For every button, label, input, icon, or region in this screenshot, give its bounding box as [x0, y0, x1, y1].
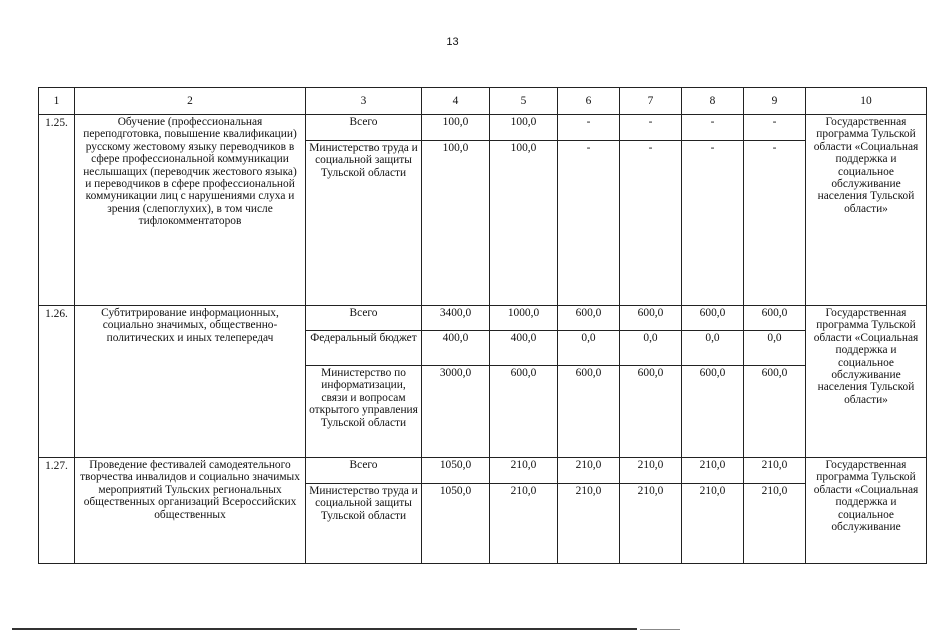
value-cell: 210,0	[558, 484, 620, 564]
funding-source: Министерство по информатизации, связи и вопросам открытого управления Тульской области	[306, 366, 422, 458]
funding-source: Всего	[306, 115, 422, 141]
column-header: 4	[422, 88, 490, 115]
row-number: 1.25.	[39, 115, 75, 306]
value-cell: 600,0	[744, 366, 806, 458]
column-header: 9	[744, 88, 806, 115]
value-cell: 210,0	[620, 458, 682, 484]
footer-rule	[12, 628, 637, 630]
value-cell: -	[744, 141, 806, 306]
value-cell: -	[620, 115, 682, 141]
column-header: 5	[490, 88, 558, 115]
value-cell: 100,0	[422, 141, 490, 306]
value-cell: 600,0	[682, 306, 744, 331]
value-cell: 210,0	[620, 484, 682, 564]
value-cell: 100,0	[490, 115, 558, 141]
funding-source: Министерство труда и социальной защиты Тульской области	[306, 141, 422, 306]
value-cell: -	[744, 115, 806, 141]
measure-description: Субтитрирование информационных, социально значимых, общественно-политических и иных телепередач	[75, 306, 306, 458]
value-cell: 210,0	[744, 484, 806, 564]
funding-source: Федеральный бюджет	[306, 331, 422, 366]
value-cell: 600,0	[620, 366, 682, 458]
value-cell: 0,0	[744, 331, 806, 366]
measure-description: Обучение (профессиональная переподготовка, повышение квалификации) русскому жестовому языку переводчиков в сфере профессиональной коммуникации неслышащих (переводчик жестового языка) и переводчиков в сфере профессиональной коммуникации лиц с нарушениями слуха и зрения (слепоглухих), в том числе тифлокомментаторов	[75, 115, 306, 306]
column-header: 3	[306, 88, 422, 115]
value-cell: 0,0	[558, 331, 620, 366]
value-cell: -	[682, 141, 744, 306]
column-header: 8	[682, 88, 744, 115]
column-header: 2	[75, 88, 306, 115]
value-cell: 0,0	[620, 331, 682, 366]
funding-source: Всего	[306, 306, 422, 331]
table-row	[39, 458, 927, 484]
value-cell: 400,0	[422, 331, 490, 366]
state-program: Государственная программа Тульской области «Социальная поддержка и социальное обслуживание населения Тульской области»	[806, 115, 927, 306]
state-program: Государственная программа Тульской области «Социальная поддержка и социальное обслуживание населения Тульской области»	[806, 306, 927, 458]
financing-table	[38, 87, 927, 564]
table-row	[39, 115, 927, 141]
value-cell: 1050,0	[422, 458, 490, 484]
row-number: 1.26.	[39, 306, 75, 458]
value-cell: 0,0	[682, 331, 744, 366]
value-cell: 600,0	[558, 306, 620, 331]
value-cell: 600,0	[744, 306, 806, 331]
row-number: 1.27.	[39, 458, 75, 564]
footer-rule-fragment	[640, 629, 680, 630]
value-cell: 210,0	[490, 484, 558, 564]
value-cell: 3000,0	[422, 366, 490, 458]
value-cell: 210,0	[682, 458, 744, 484]
column-header: 10	[806, 88, 927, 115]
page-number: 13	[446, 36, 459, 48]
value-cell: 400,0	[490, 331, 558, 366]
value-cell: 600,0	[490, 366, 558, 458]
value-cell: 600,0	[682, 366, 744, 458]
column-header: 6	[558, 88, 620, 115]
value-cell: 210,0	[744, 458, 806, 484]
value-cell: -	[558, 141, 620, 306]
funding-source: Всего	[306, 458, 422, 484]
column-header: 1	[39, 88, 75, 115]
table-header-row	[39, 88, 927, 115]
value-cell: 210,0	[490, 458, 558, 484]
value-cell: -	[620, 141, 682, 306]
state-program: Государственная программа Тульской области «Социальная поддержка и социальное обслуживание	[806, 458, 927, 564]
value-cell: 1050,0	[422, 484, 490, 564]
value-cell: 100,0	[422, 115, 490, 141]
value-cell: 210,0	[558, 458, 620, 484]
table-row	[39, 306, 927, 331]
measure-description: Проведение фестивалей самодеятельного творчества инвалидов и социально значимых мероприятий Тульских региональных общественных организаций Всероссийских общественных	[75, 458, 306, 564]
value-cell: 600,0	[620, 306, 682, 331]
value-cell: 210,0	[682, 484, 744, 564]
funding-source: Министерство труда и социальной защиты Тульской области	[306, 484, 422, 564]
value-cell: 3400,0	[422, 306, 490, 331]
value-cell: 600,0	[558, 366, 620, 458]
value-cell: 100,0	[490, 141, 558, 306]
value-cell: 1000,0	[490, 306, 558, 331]
column-header: 7	[620, 88, 682, 115]
value-cell: -	[558, 115, 620, 141]
value-cell: -	[682, 115, 744, 141]
